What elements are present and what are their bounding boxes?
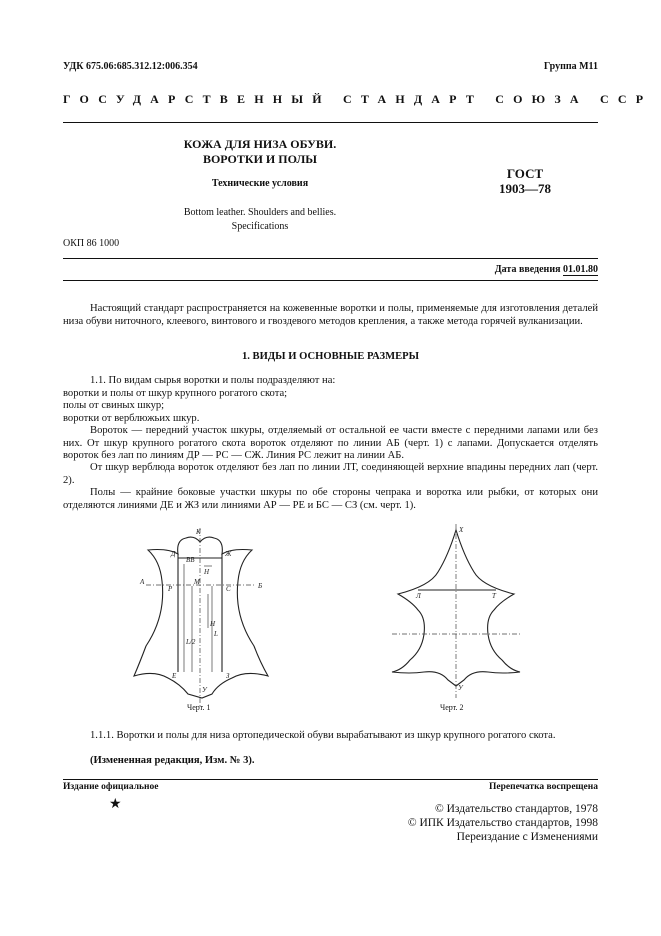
introduction-date xyxy=(495,264,598,275)
section-list xyxy=(63,375,598,425)
state-standard-heading: ГОСУДАРСТВЕННЫЙ СТАНДАРТ СОЮЗА ССР xyxy=(63,92,653,106)
header-rule xyxy=(63,122,598,123)
gost-label: ГОСТ xyxy=(506,166,544,181)
label-b: Б xyxy=(258,582,263,590)
label-ab-sym: ВВ xyxy=(186,556,195,564)
label-y: У xyxy=(458,684,463,692)
gost-number: 1903—78 xyxy=(499,181,551,196)
list-item: воротки и полы от шкур крупного рогатого скота; xyxy=(63,387,288,399)
document-subtitle: Технические условия xyxy=(211,178,309,189)
reissue-note: Переиздание с Изменениями xyxy=(456,831,598,843)
label-y: У xyxy=(202,686,207,694)
figure-2-caption: Черт. 2 xyxy=(440,703,464,712)
label-x: X xyxy=(459,526,464,534)
okp-code: ОКП 86 1000 xyxy=(63,238,120,249)
title-line-2: ВОРОТКИ И ПОЛЫ xyxy=(202,152,318,166)
clause-1-1-1: 1.1.1. Воротки и полы для низа ортопедической обуви вырабатывают из шкур крупного рогатого скота. xyxy=(90,730,556,741)
label-h2: Н xyxy=(210,620,216,628)
english-title xyxy=(150,206,370,234)
title-rule xyxy=(63,258,598,259)
footer-rule xyxy=(63,779,598,780)
vorotok-paragraph: Вороток — передний участок шкуры, отделяемый от остальной ее части вместе с передними лапами или без них. От шкур крупного рогатого скота вороток отделяют по линии АБ (черт. 1) с лапами. Допускается отделять вороток без лап по линиям ДР — РС — СЖ. Линия РС лежит на линии АБ. xyxy=(63,425,598,462)
label-a: А xyxy=(140,578,145,586)
amendment-note: (Измененная редакция, Изм. № 3). xyxy=(90,755,255,766)
section-heading: 1. ВИДЫ И ОСНОВНЫЕ РАЗМЕРЫ xyxy=(241,351,420,362)
star-icon: ★ xyxy=(109,797,122,812)
english-title-line-2: Specifications xyxy=(231,221,289,232)
label-d: Д xyxy=(171,550,176,558)
label-r: Р xyxy=(168,585,173,593)
figure-1-caption: Черт. 1 xyxy=(187,703,211,712)
camel-paragraph: От шкур верблюда вороток отделяют без лап по линии ЛТ, соединяющей верхние впадины передних лап (черт. 2). xyxy=(63,462,598,486)
label-h: Н xyxy=(204,568,210,576)
copyright-1998: © ИПК Издательство стандартов, 1998 xyxy=(407,817,598,829)
english-title-line-1: Bottom leather. Shoulders and bellies. xyxy=(183,207,337,218)
date-rule xyxy=(63,280,598,281)
intro-paragraph: Настоящий стандарт распространяется на кожевенные воротки и полы, применяемые для изготовления деталей низа обуви ниточного, клеевого, винтового и гвоздевого методов крепления, а также метода горячей вулканизации. xyxy=(63,303,598,327)
label-zh: Ж xyxy=(225,550,232,558)
list-item: полы от свиных шкур; xyxy=(63,400,165,412)
clause-1-1: 1.1. По видам сырья воротки и полы подразделяют на: xyxy=(90,375,336,386)
date-label: Дата введения xyxy=(494,264,561,275)
copyright-1978: © Издательство стандартов, 1978 xyxy=(434,803,598,815)
label-z: З xyxy=(226,672,230,680)
label-l2: L/2 xyxy=(186,638,196,646)
label-l: L xyxy=(214,630,218,638)
label-t: Т xyxy=(492,592,496,600)
poly-paragraph: Полы — крайние боковые участки шкуры по обе стороны чепрака и воротка или рыбки, от которых они отделяются линиями ДЕ и ЖЗ или линиями АР — РЕ и БС — СЗ (см. черт. 1). xyxy=(63,487,598,511)
figure-1-hide-diagram xyxy=(128,526,288,712)
label-e: Е xyxy=(172,672,177,680)
label-l: Л xyxy=(416,592,421,600)
date-value: 01.01.80 xyxy=(563,264,598,275)
label-k: К xyxy=(196,528,201,536)
list-item: воротки от верблюжьих шкур. xyxy=(63,412,200,424)
official-edition-label: Издание официальное xyxy=(63,782,159,792)
reprint-prohibited-label: Перепечатка воспрещена xyxy=(488,782,598,792)
title-line-1: КОЖА ДЛЯ НИЗА ОБУВИ. xyxy=(183,137,337,151)
figure-2-camel-hide-diagram xyxy=(368,522,548,702)
gost-number-block xyxy=(480,166,570,196)
group-code: Группа М11 xyxy=(543,61,598,72)
document-title xyxy=(150,137,370,167)
label-m: М xyxy=(194,578,200,586)
label-s: С xyxy=(226,585,231,593)
udk-code: УДК 675.06:685.312.12:006.354 xyxy=(63,61,198,72)
